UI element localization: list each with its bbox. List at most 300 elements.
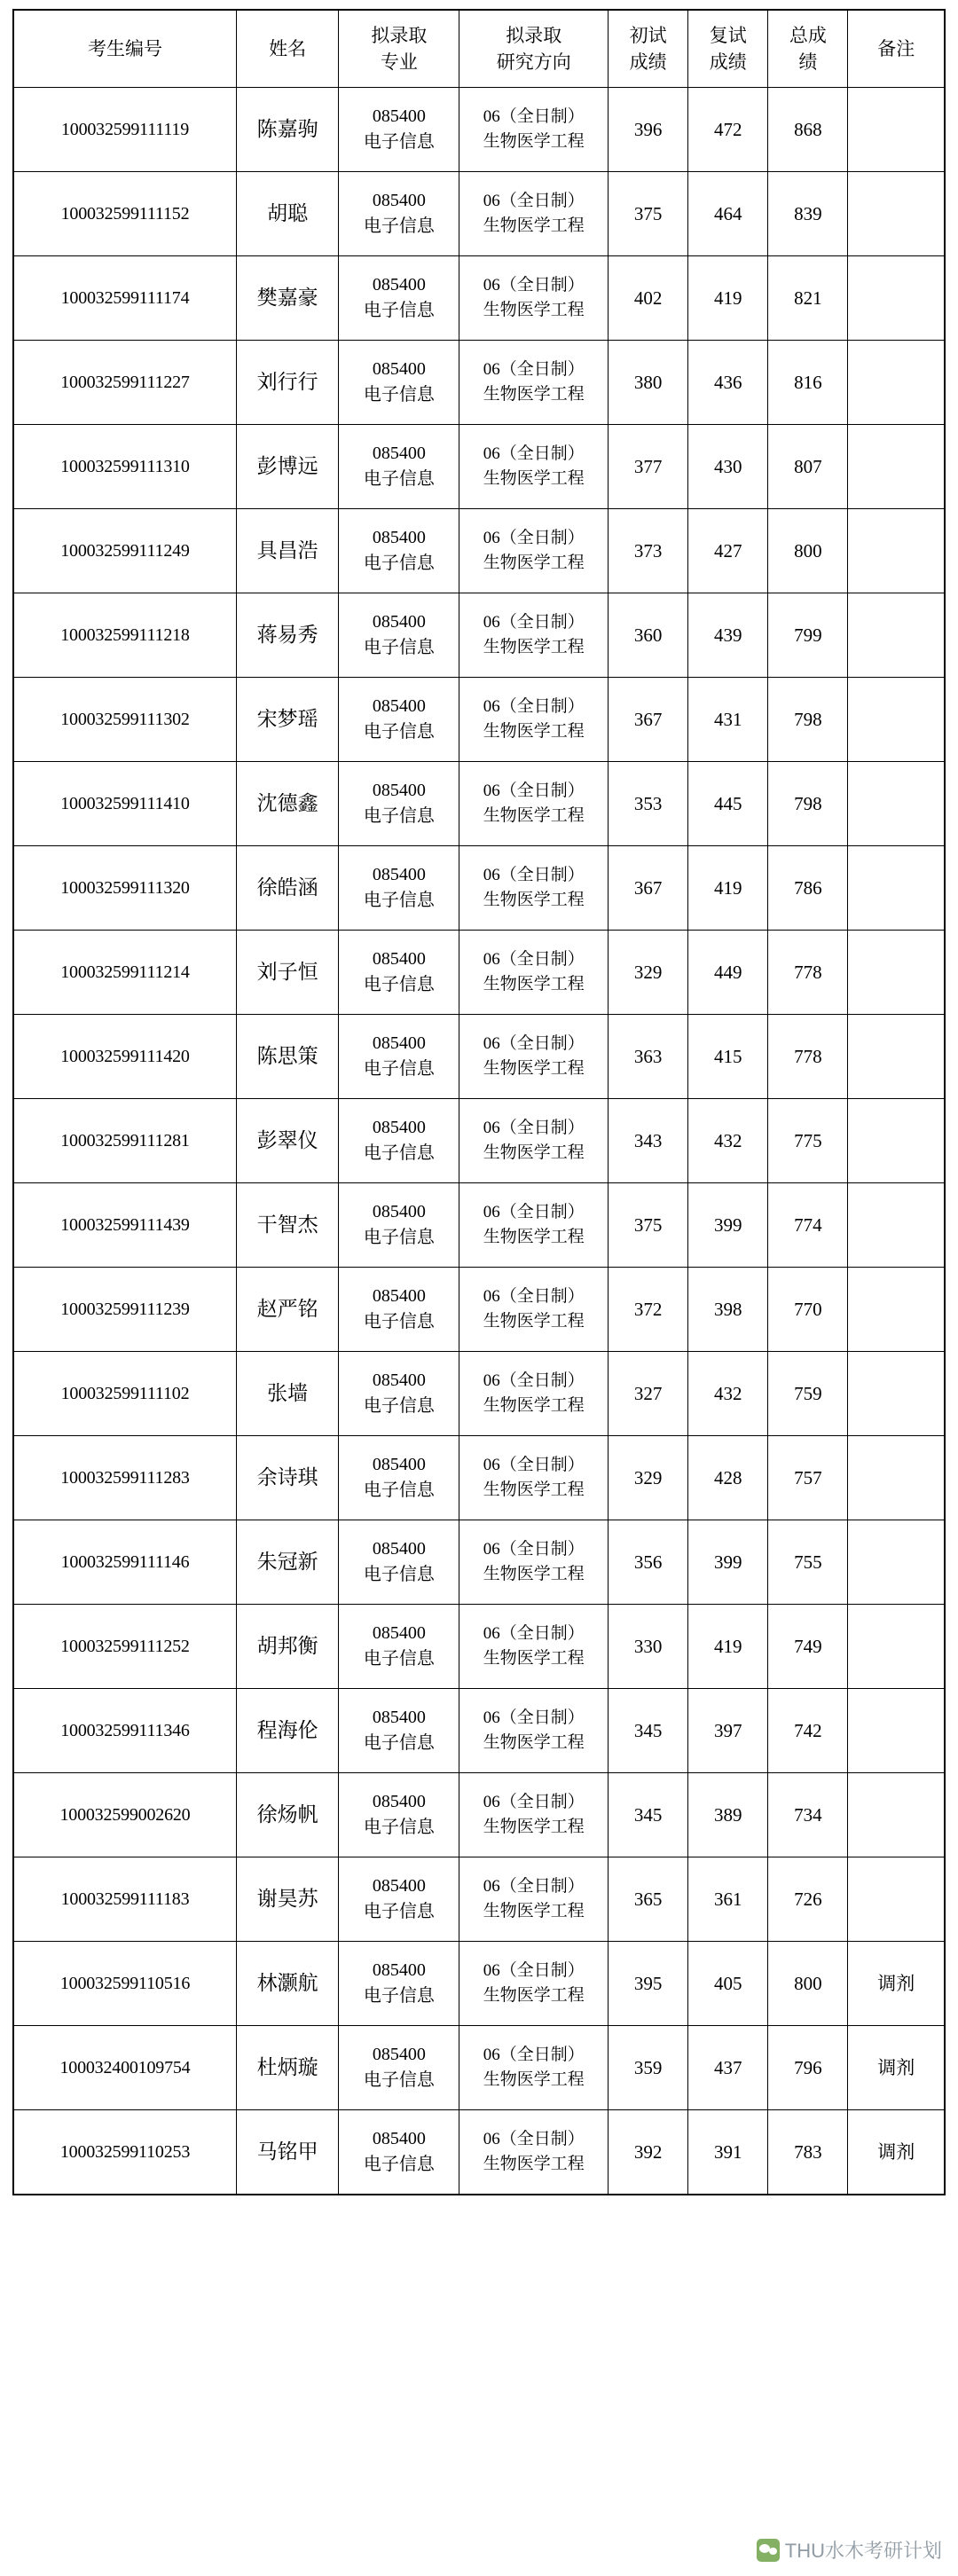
cell-direction (459, 1015, 609, 1099)
direction-name: 生物医学工程 (483, 1312, 585, 1331)
table-row (13, 678, 945, 762)
cell-first-score: 345 (609, 1773, 688, 1857)
cell-first-score: 373 (609, 509, 688, 593)
direction-code: 06（全日制） (483, 613, 585, 632)
cell-note (848, 1857, 945, 1942)
cell-total-score: 796 (768, 2026, 848, 2110)
cell-note (848, 1689, 945, 1773)
major-code: 085400 (372, 1623, 426, 1643)
cell-note (848, 1099, 945, 1183)
cell-direction (459, 1942, 609, 2026)
cell-candidate-id: 100032599111239 (13, 1268, 236, 1352)
cell-note: 调剂 (848, 1942, 945, 2026)
major-name: 电子信息 (363, 216, 435, 236)
major-code: 085400 (372, 696, 426, 716)
cell-major (339, 678, 459, 762)
major-name: 电子信息 (363, 1733, 435, 1753)
direction-name: 生物医学工程 (483, 806, 585, 825)
cell-direction (459, 88, 609, 172)
cell-candidate-id: 100032599111102 (13, 1352, 236, 1436)
table-row (13, 1099, 945, 1183)
cell-direction (459, 1520, 609, 1605)
cell-second-score: 464 (688, 172, 768, 256)
cell-first-score: 359 (609, 2026, 688, 2110)
cell-first-score: 395 (609, 1942, 688, 2026)
cell-candidate-name: 彭博远 (236, 425, 338, 509)
table-row (13, 2026, 945, 2110)
cell-candidate-id: 100032599111146 (13, 1520, 236, 1605)
direction-name: 生物医学工程 (483, 216, 585, 235)
cell-candidate-id: 100032599111252 (13, 1605, 236, 1689)
cell-direction (459, 172, 609, 256)
major-code: 085400 (372, 106, 426, 126)
cell-candidate-name: 陈嘉驹 (236, 88, 338, 172)
major-code: 085400 (372, 1539, 426, 1559)
major-name: 电子信息 (363, 301, 435, 320)
cell-first-score: 367 (609, 846, 688, 931)
cell-candidate-name: 程海伦 (236, 1689, 338, 1773)
direction-code: 06（全日制） (483, 950, 585, 970)
cell-note (848, 88, 945, 172)
cell-total-score: 783 (768, 2110, 848, 2195)
cell-candidate-name: 杜炳璇 (236, 2026, 338, 2110)
major-code: 085400 (372, 2129, 426, 2148)
direction-code: 06（全日制） (483, 192, 585, 211)
cell-note (848, 1773, 945, 1857)
cell-major (339, 931, 459, 1015)
major-name: 电子信息 (363, 1986, 435, 2006)
header-cell-name (236, 10, 338, 88)
major-name: 电子信息 (363, 1228, 435, 1247)
cell-second-score: 430 (688, 425, 768, 509)
cell-major (339, 2026, 459, 2110)
cell-major (339, 2110, 459, 2195)
cell-note (848, 341, 945, 425)
direction-code: 06（全日制） (483, 1203, 585, 1222)
direction-name: 生物医学工程 (483, 554, 585, 572)
cell-first-score: 375 (609, 172, 688, 256)
major-code: 085400 (372, 1960, 426, 1980)
major-name: 电子信息 (363, 722, 435, 742)
direction-code: 06（全日制） (483, 1034, 585, 1054)
table-row (13, 1605, 945, 1689)
cell-candidate-name: 蒋易秀 (236, 593, 338, 678)
direction-code: 06（全日制） (483, 1877, 585, 1897)
header-cell-note (848, 10, 945, 88)
cell-candidate-id: 100032599111320 (13, 846, 236, 931)
cell-total-score: 807 (768, 425, 848, 509)
table-row (13, 1436, 945, 1520)
cell-major (339, 1268, 459, 1352)
direction-name: 生物医学工程 (483, 1733, 585, 1752)
direction-code: 06（全日制） (483, 781, 585, 801)
cell-note (848, 172, 945, 256)
cell-first-score: 360 (609, 593, 688, 678)
direction-name: 生物医学工程 (483, 1565, 585, 1583)
cell-candidate-name: 余诗琪 (236, 1436, 338, 1520)
cell-second-score: 431 (688, 678, 768, 762)
cell-second-score: 437 (688, 2026, 768, 2110)
cell-direction (459, 1857, 609, 1942)
major-name: 电子信息 (363, 1818, 435, 1837)
cell-total-score: 868 (768, 88, 848, 172)
table-row (13, 1689, 945, 1773)
cell-direction (459, 1352, 609, 1436)
direction-name: 生物医学工程 (483, 891, 585, 909)
header-cell-direction (459, 10, 609, 88)
cell-candidate-id: 100032599111183 (13, 1857, 236, 1942)
cell-note (848, 1605, 945, 1689)
cell-direction (459, 2110, 609, 2195)
cell-direction (459, 1605, 609, 1689)
cell-total-score: 839 (768, 172, 848, 256)
major-code: 085400 (372, 949, 426, 969)
cell-total-score: 778 (768, 931, 848, 1015)
wechat-icon (757, 2539, 780, 2562)
cell-candidate-id: 100032599110516 (13, 1942, 236, 2026)
major-name: 电子信息 (363, 1059, 435, 1079)
major-name: 电子信息 (363, 806, 435, 826)
direction-code: 06（全日制） (483, 1287, 585, 1307)
header-row (13, 10, 945, 88)
cell-first-score: 363 (609, 1015, 688, 1099)
cell-first-score: 329 (609, 1436, 688, 1520)
table-row (13, 1773, 945, 1857)
cell-direction (459, 678, 609, 762)
header-cell-major (339, 10, 459, 88)
cell-note (848, 678, 945, 762)
cell-note (848, 1520, 945, 1605)
cell-second-score: 361 (688, 1857, 768, 1942)
major-code: 085400 (372, 191, 426, 210)
table-row (13, 88, 945, 172)
direction-name: 生物医学工程 (483, 2070, 585, 2089)
cell-candidate-id: 100032599111439 (13, 1183, 236, 1268)
cell-first-score: 367 (609, 678, 688, 762)
direction-name: 生物医学工程 (483, 2155, 585, 2173)
direction-code: 06（全日制） (483, 697, 585, 717)
cell-first-score: 330 (609, 1605, 688, 1689)
cell-note (848, 1268, 945, 1352)
table-row (13, 509, 945, 593)
cell-direction (459, 1773, 609, 1857)
direction-code: 06（全日制） (483, 1456, 585, 1475)
cell-major (339, 1605, 459, 1689)
header-text: 总成 (789, 24, 827, 46)
cell-total-score: 755 (768, 1520, 848, 1605)
cell-first-score: 377 (609, 425, 688, 509)
header-text: 拟录取 (371, 24, 428, 46)
direction-name: 生物医学工程 (483, 301, 585, 319)
direction-code: 06（全日制） (483, 1624, 585, 1644)
table-row (13, 172, 945, 256)
cell-candidate-id: 100032599111214 (13, 931, 236, 1015)
cell-first-score: 380 (609, 341, 688, 425)
major-code: 085400 (372, 528, 426, 547)
major-name: 电子信息 (363, 1143, 435, 1163)
major-code: 085400 (372, 444, 426, 463)
cell-candidate-id: 100032599111249 (13, 509, 236, 593)
major-code: 085400 (372, 2045, 426, 2064)
major-code: 085400 (372, 1202, 426, 1221)
direction-name: 生物医学工程 (483, 1902, 585, 1920)
direction-code: 06（全日制） (483, 2130, 585, 2149)
cell-total-score: 800 (768, 509, 848, 593)
watermark-text: THU水木考研计划 (784, 2540, 942, 2562)
cell-candidate-name: 宋梦瑶 (236, 678, 338, 762)
table-row (13, 1520, 945, 1605)
cell-total-score: 821 (768, 256, 848, 341)
header-cell-id (13, 10, 236, 88)
cell-candidate-id: 100032599111218 (13, 593, 236, 678)
cell-note (848, 1015, 945, 1099)
cell-total-score: 798 (768, 678, 848, 762)
cell-second-score: 389 (688, 1773, 768, 1857)
cell-major (339, 1436, 459, 1520)
cell-total-score: 759 (768, 1352, 848, 1436)
cell-direction (459, 1183, 609, 1268)
direction-name: 生物医学工程 (483, 1396, 585, 1415)
cell-first-score: 402 (609, 256, 688, 341)
cell-candidate-id: 100032599111281 (13, 1099, 236, 1183)
cell-second-score: 449 (688, 931, 768, 1015)
direction-name: 生物医学工程 (483, 1480, 585, 1499)
major-code: 085400 (372, 1370, 426, 1390)
cell-direction (459, 1689, 609, 1773)
direction-code: 06（全日制） (483, 276, 585, 295)
cell-direction (459, 425, 609, 509)
cell-total-score: 770 (768, 1268, 848, 1352)
header-text: 复试 (709, 24, 747, 46)
cell-candidate-name: 徐皓涵 (236, 846, 338, 931)
direction-code: 06（全日制） (483, 2046, 585, 2065)
cell-direction (459, 256, 609, 341)
direction-code: 06（全日制） (483, 107, 585, 127)
cell-direction (459, 593, 609, 678)
major-code: 085400 (372, 359, 426, 379)
major-code: 085400 (372, 1792, 426, 1811)
direction-name: 生物医学工程 (483, 385, 585, 404)
cell-direction (459, 931, 609, 1015)
cell-direction (459, 341, 609, 425)
cell-note (848, 762, 945, 846)
major-name: 电子信息 (363, 1480, 435, 1500)
direction-code: 06（全日制） (483, 1540, 585, 1559)
major-code: 085400 (372, 1708, 426, 1727)
cell-note: 调剂 (848, 2026, 945, 2110)
cell-major (339, 509, 459, 593)
header-cell-total-score (768, 10, 848, 88)
header-text: 拟录取 (506, 24, 562, 46)
cell-candidate-name: 林灏航 (236, 1942, 338, 2026)
cell-major (339, 1689, 459, 1773)
major-code: 085400 (372, 1876, 426, 1896)
direction-code: 06（全日制） (483, 1961, 585, 1981)
cell-first-score: 396 (609, 88, 688, 172)
header-text: 成绩 (629, 51, 667, 73)
cell-major (339, 341, 459, 425)
cell-major (339, 1183, 459, 1268)
table-row (13, 1268, 945, 1352)
cell-candidate-name: 徐炀帆 (236, 1773, 338, 1857)
direction-name: 生物医学工程 (483, 1059, 585, 1078)
direction-code: 06（全日制） (483, 1708, 585, 1728)
cell-direction (459, 2026, 609, 2110)
header-text: 专业 (380, 51, 418, 73)
direction-code: 06（全日制） (483, 1371, 585, 1391)
cell-candidate-name: 赵严铭 (236, 1268, 338, 1352)
cell-first-score: 343 (609, 1099, 688, 1183)
header-text: 考生编号 (87, 37, 162, 59)
table-row (13, 931, 945, 1015)
major-code: 085400 (372, 275, 426, 295)
cell-candidate-id: 100032599111283 (13, 1436, 236, 1520)
cell-first-score: 329 (609, 931, 688, 1015)
cell-major (339, 172, 459, 256)
cell-candidate-name: 马铭甲 (236, 2110, 338, 2195)
cell-major (339, 256, 459, 341)
cell-first-score: 372 (609, 1268, 688, 1352)
direction-code: 06（全日制） (483, 444, 585, 464)
cell-candidate-id: 100032400109754 (13, 2026, 236, 2110)
cell-second-score: 428 (688, 1436, 768, 1520)
direction-name: 生物医学工程 (483, 1818, 585, 1836)
cell-first-score: 353 (609, 762, 688, 846)
cell-note (848, 256, 945, 341)
direction-name: 生物医学工程 (483, 1986, 585, 2005)
cell-note (848, 1183, 945, 1268)
cell-candidate-name: 具昌浩 (236, 509, 338, 593)
cell-first-score: 327 (609, 1352, 688, 1436)
table-row (13, 2110, 945, 2195)
cell-note (848, 931, 945, 1015)
table-row (13, 256, 945, 341)
cell-direction (459, 509, 609, 593)
major-name: 电子信息 (363, 1396, 435, 1416)
table-row (13, 425, 945, 509)
direction-code: 06（全日制） (483, 1793, 585, 1812)
cell-second-score: 405 (688, 1942, 768, 2026)
cell-first-score: 345 (609, 1689, 688, 1773)
cell-first-score: 356 (609, 1520, 688, 1605)
cell-first-score: 392 (609, 2110, 688, 2195)
cell-total-score: 799 (768, 593, 848, 678)
cell-second-score: 436 (688, 341, 768, 425)
cell-total-score: 816 (768, 341, 848, 425)
table-row (13, 1942, 945, 2026)
table-row (13, 1857, 945, 1942)
cell-major (339, 1520, 459, 1605)
cell-total-score: 757 (768, 1436, 848, 1520)
cell-candidate-id: 100032599111152 (13, 172, 236, 256)
cell-candidate-id: 100032599111119 (13, 88, 236, 172)
cell-direction (459, 846, 609, 931)
cell-note: 调剂 (848, 2110, 945, 2195)
cell-total-score: 734 (768, 1773, 848, 1857)
cell-major (339, 1015, 459, 1099)
cell-second-score: 415 (688, 1015, 768, 1099)
major-name: 电子信息 (363, 469, 435, 489)
cell-second-score: 398 (688, 1268, 768, 1352)
direction-code: 06（全日制） (483, 529, 585, 548)
cell-candidate-id: 100032599111174 (13, 256, 236, 341)
major-code: 085400 (372, 1118, 426, 1137)
major-code: 085400 (372, 1033, 426, 1053)
cell-direction (459, 1099, 609, 1183)
cell-note (848, 593, 945, 678)
cell-candidate-name: 刘子恒 (236, 931, 338, 1015)
major-name: 电子信息 (363, 2155, 435, 2174)
direction-name: 生物医学工程 (483, 1143, 585, 1162)
direction-name: 生物医学工程 (483, 469, 585, 488)
cell-total-score: 726 (768, 1857, 848, 1942)
direction-name: 生物医学工程 (483, 1228, 585, 1246)
cell-total-score: 778 (768, 1015, 848, 1099)
major-code: 085400 (372, 865, 426, 884)
major-code: 085400 (372, 1455, 426, 1474)
header-text: 绩 (798, 51, 818, 73)
cell-major (339, 762, 459, 846)
header-cell-first-score (609, 10, 688, 88)
watermark (757, 2536, 942, 2564)
cell-major (339, 1099, 459, 1183)
table-row (13, 846, 945, 931)
cell-major (339, 1942, 459, 2026)
cell-second-score: 419 (688, 256, 768, 341)
cell-candidate-id: 100032599111310 (13, 425, 236, 509)
table-row (13, 1352, 945, 1436)
cell-direction (459, 762, 609, 846)
direction-name: 生物医学工程 (483, 638, 585, 656)
direction-code: 06（全日制） (483, 1119, 585, 1138)
cell-candidate-name: 樊嘉豪 (236, 256, 338, 341)
cell-note (848, 846, 945, 931)
cell-note (848, 1352, 945, 1436)
major-code: 085400 (372, 612, 426, 632)
header-cell-second-score (688, 10, 768, 88)
table-row (13, 1015, 945, 1099)
cell-note (848, 509, 945, 593)
cell-candidate-name: 彭翠仪 (236, 1099, 338, 1183)
cell-candidate-name: 沈德鑫 (236, 762, 338, 846)
cell-note (848, 1436, 945, 1520)
cell-second-score: 445 (688, 762, 768, 846)
cell-candidate-id: 100032599111346 (13, 1689, 236, 1773)
header-text: 研究方向 (496, 51, 571, 73)
cell-direction (459, 1436, 609, 1520)
cell-candidate-name: 胡聪 (236, 172, 338, 256)
header-text: 姓名 (269, 37, 307, 59)
cell-first-score: 365 (609, 1857, 688, 1942)
direction-name: 生物医学工程 (483, 722, 585, 741)
cell-candidate-name: 张墙 (236, 1352, 338, 1436)
cell-total-score: 775 (768, 1099, 848, 1183)
cell-candidate-name: 干智杰 (236, 1183, 338, 1268)
cell-total-score: 798 (768, 762, 848, 846)
cell-second-score: 439 (688, 593, 768, 678)
header-text: 初试 (629, 24, 667, 46)
cell-second-score: 427 (688, 509, 768, 593)
major-name: 电子信息 (363, 554, 435, 573)
cell-major (339, 846, 459, 931)
cell-candidate-id: 100032599111302 (13, 678, 236, 762)
cell-total-score: 749 (768, 1605, 848, 1689)
cell-second-score: 432 (688, 1099, 768, 1183)
direction-code: 06（全日制） (483, 360, 585, 380)
table-row (13, 762, 945, 846)
major-name: 电子信息 (363, 2070, 435, 2090)
cell-second-score: 399 (688, 1183, 768, 1268)
